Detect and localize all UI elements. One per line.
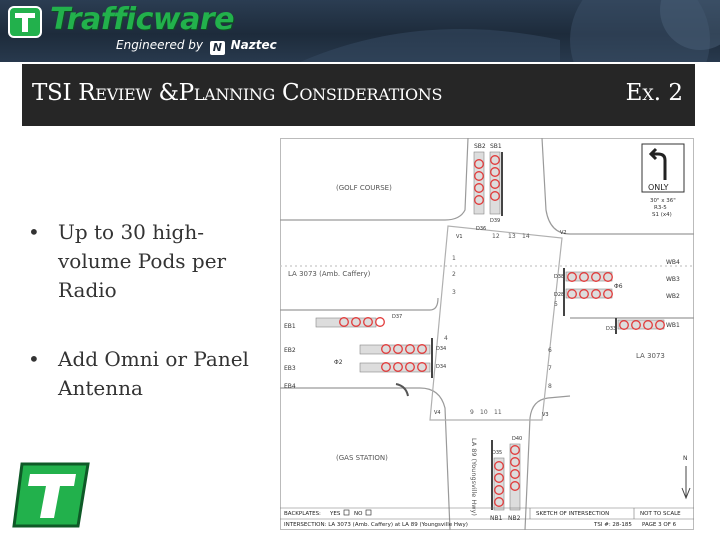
naztec-logo-icon: N <box>210 41 225 55</box>
lane-label-eb2: EB2 <box>284 347 296 354</box>
detector-label-d39: D39 <box>490 218 501 224</box>
detector-label-d35: D35 <box>492 450 503 456</box>
phase-label-phi6: Φ6 <box>614 283 623 290</box>
road-label-la3073-west: LA 3073 (Amb. Caffery) <box>288 270 371 278</box>
sketch-of-intersection-label: SKETCH OF INTERSECTION <box>536 511 610 517</box>
intersection-sketch <box>280 138 694 530</box>
detector-label-d37: D37 <box>392 314 403 320</box>
phase-label-phi2: Φ2 <box>334 359 343 366</box>
road-label-la89: LA 89 (Youngsville Hwy) <box>470 438 478 516</box>
trafficware-logo-icon <box>8 6 42 38</box>
tagline-brand: Naztec <box>230 38 277 52</box>
lane-label-sb2: SB2 <box>474 143 486 150</box>
bullet-dot-icon: • <box>28 220 40 244</box>
gas-station-label: (GAS STATION) <box>336 454 388 462</box>
bullet-list <box>28 218 273 443</box>
loop-number-12: 12 <box>492 233 500 240</box>
detector-nb1 <box>494 458 504 510</box>
detector-label-d36: D36 <box>476 226 487 232</box>
lane-label-nb1: NB1 <box>490 515 503 522</box>
bullet-text: Add Omni or Panel Antenna <box>58 347 249 400</box>
loop-number-11: 11 <box>494 409 502 416</box>
intersection-line: INTERSECTION: LA 3073 (Amb. Caffery) at LA 89 (Youngsville Hwy) <box>284 522 468 528</box>
loop-number-6: 6 <box>548 347 552 354</box>
title-bar <box>22 64 695 126</box>
brand-logo-text: Trafficware <box>50 2 234 37</box>
vertex-label-v1: V1 <box>456 234 463 240</box>
sign-count-text: S1 (x4) <box>652 212 672 218</box>
slide-title: TSI Review &Planning Considerations <box>32 80 443 106</box>
loop-number-13: 13 <box>508 233 516 240</box>
header-banner <box>0 0 720 62</box>
detector-label-d33: D33 <box>606 326 617 332</box>
backplates-label: BACKPLATES: <box>284 511 321 517</box>
detector-label-d38: D38 <box>554 274 565 280</box>
backplates-yes: YES <box>330 511 341 517</box>
lane-label-eb4: EB4 <box>284 383 296 390</box>
not-to-scale-label: NOT TO SCALE <box>640 511 681 517</box>
intersection-sketch-drawing <box>280 138 694 530</box>
tagline <box>116 38 277 55</box>
trafficware-t-logo-icon <box>12 462 90 528</box>
detector-label-d34: D34 <box>436 346 447 352</box>
page-number: PAGE 3 OF 6 <box>642 522 677 528</box>
backplates-no: NO <box>354 511 363 517</box>
bullet-item <box>28 345 273 403</box>
lane-label-nb2: NB2 <box>508 515 521 522</box>
lane-label-wb3: WB3 <box>666 276 680 283</box>
loop-number-10: 10 <box>480 409 488 416</box>
bullet-dot-icon: • <box>28 347 40 371</box>
loop-number-3: 3 <box>452 289 456 296</box>
bullet-item <box>28 218 273 305</box>
lane-label-eb1: EB1 <box>284 323 296 330</box>
detector-label-d40: D40 <box>512 436 523 442</box>
loop-number-9: 9 <box>470 409 474 416</box>
sign-code-text: R3-5 <box>654 205 667 211</box>
loop-number-5: 5 <box>554 301 558 308</box>
sketch-frame <box>281 139 694 530</box>
loop-number-1: 1 <box>452 255 456 262</box>
lane-label-wb2: WB2 <box>666 293 680 300</box>
vertex-label-v3: V3 <box>542 412 549 418</box>
exhibit-label: Ex. 2 <box>625 80 683 106</box>
lane-label-wb1: WB1 <box>666 322 680 329</box>
sign-size-text: 30" x 36" <box>650 198 676 204</box>
north-label: N <box>683 455 688 462</box>
sign-only-text: ONLY <box>648 183 669 192</box>
vertex-label-v2: V2 <box>560 230 567 236</box>
lane-label-sb1: SB1 <box>490 143 502 150</box>
golf-course-label: (GOLF COURSE) <box>336 184 392 192</box>
bullet-text: Up to 30 high-volume Pods per Radio <box>58 220 227 302</box>
tagline-prefix: Engineered by <box>116 38 203 52</box>
loop-number-7: 7 <box>548 365 552 372</box>
loop-number-14: 14 <box>522 233 530 240</box>
lane-label-wb4: WB4 <box>666 259 680 266</box>
loop-number-4: 4 <box>444 335 448 342</box>
loop-number-2: 2 <box>452 271 456 278</box>
loop-number-8: 8 <box>548 383 552 390</box>
tsi-number: TSI #: 28-185 <box>594 522 632 528</box>
vertex-label-v4: V4 <box>434 410 441 416</box>
lane-label-eb3: EB3 <box>284 365 296 372</box>
road-label-la3073-east: LA 3073 <box>636 352 665 360</box>
detector-label-d28: D28 <box>554 292 565 298</box>
detector-label-d34-second: D34 <box>436 364 447 370</box>
